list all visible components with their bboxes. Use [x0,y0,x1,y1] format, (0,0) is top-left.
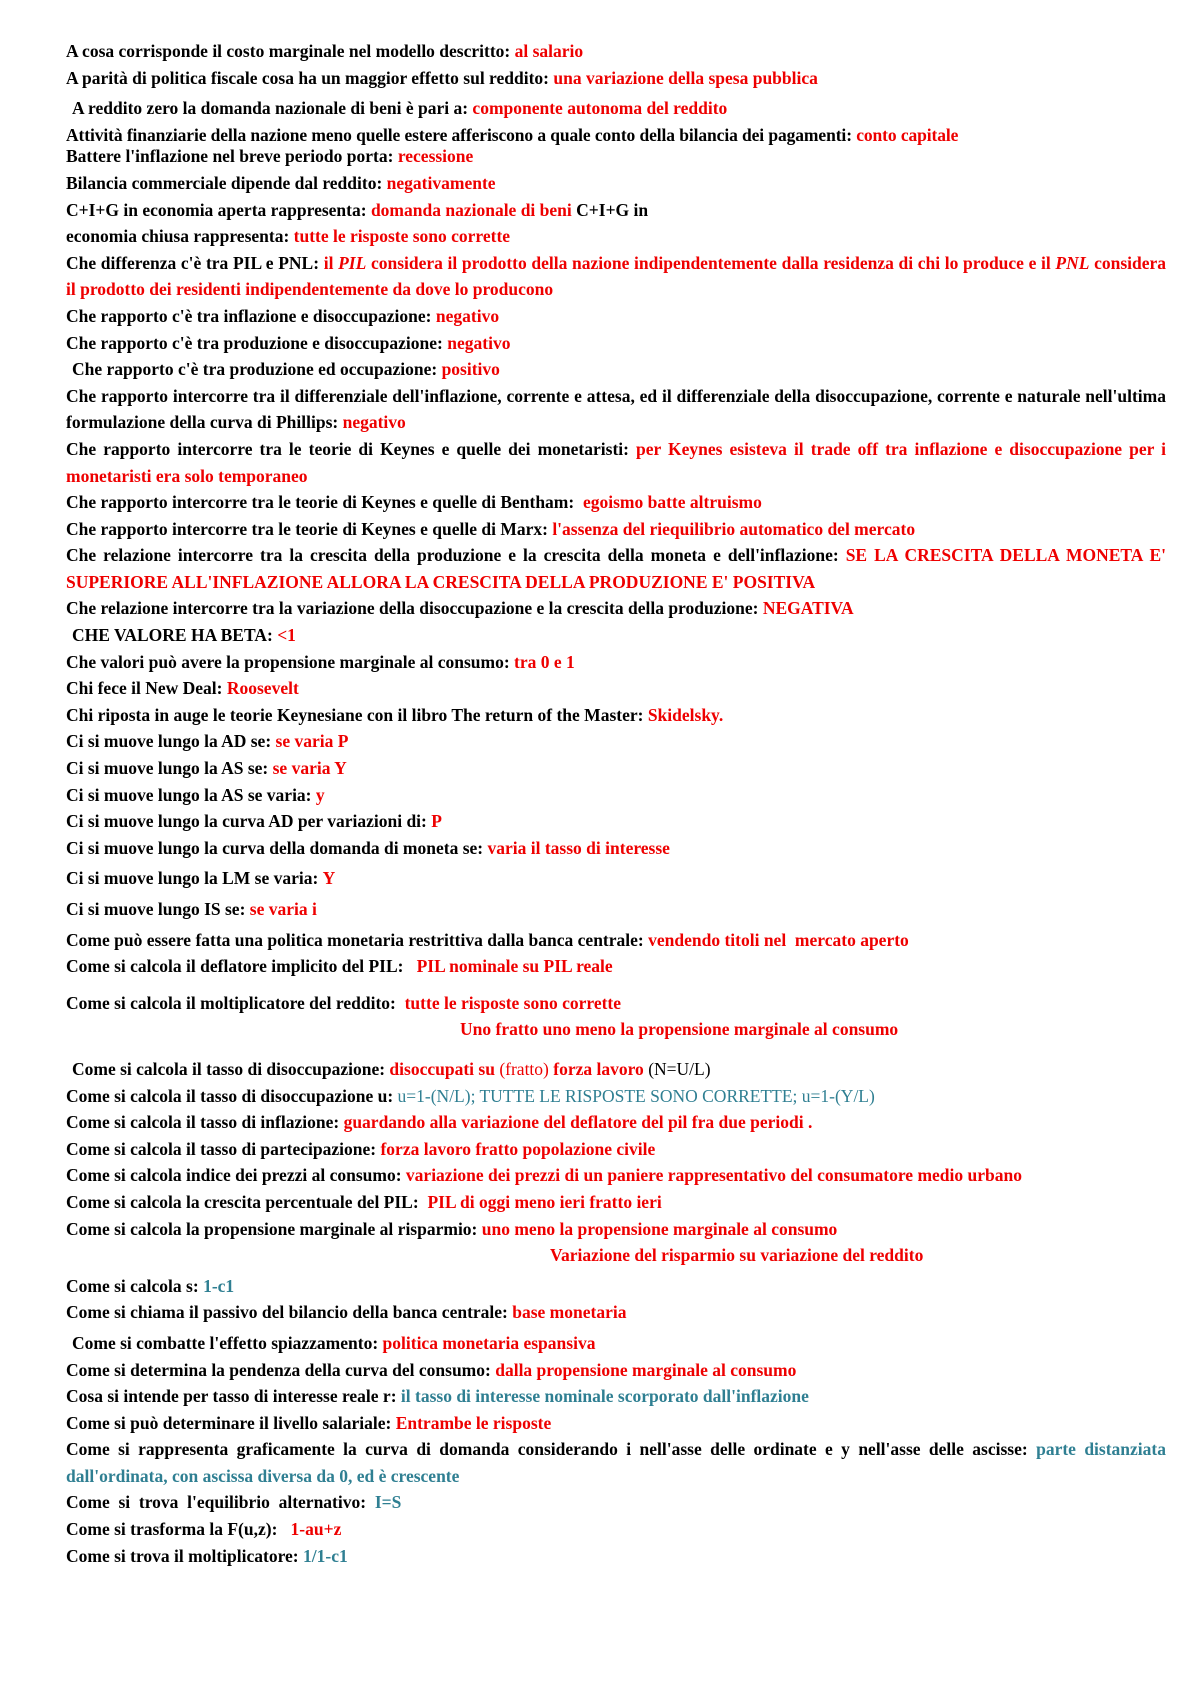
answer: 1-c1 [203,1275,235,1296]
question: Chi riposta in auge le teorie Keynesiane con il libro The return of the Master: [66,704,644,725]
qa-row [66,1136,1166,1163]
qa-row [66,728,1166,755]
qa-row [66,1357,1166,1384]
answer: positivo [441,359,500,380]
qa-row [66,1109,1166,1136]
question: Che rapporto intercorre tra le teorie di Keynes e quelle dei monetaristi: [66,438,629,459]
qa-row [66,990,1166,1017]
qa-row [66,782,1166,809]
answer: Y [322,868,336,889]
question: Come può essere fatta una politica monetaria restrittiva dalla banca centrale: [66,929,644,950]
answer: guardando alla variazione del deflatore del pil fra due periodi . [343,1112,813,1133]
qa-row [66,1189,1166,1216]
answer: negativo [342,412,406,433]
answer: domanda nazionale di beni [370,199,572,220]
qa-row [66,835,1166,862]
question: Come si calcola il tasso di inflazione: [66,1112,340,1133]
answer: l'assenza del riequilibrio automatico del mercato [552,518,916,539]
answer: varia il tasso di interesse [487,837,670,858]
qa-row [66,1489,1166,1516]
question: Come si determina la pendenza della curva del consumo: [66,1359,491,1380]
question: Come si calcola il tasso di disoccupazione u: [66,1085,394,1106]
question: economia chiusa rappresenta: [66,226,290,247]
question: Come si calcola indice dei prezzi al consumo: [66,1165,402,1186]
question: Come si combatte l'effetto spiazzamento: [72,1332,379,1353]
answer: base monetaria [512,1302,627,1323]
answer: 1-au+z [290,1519,342,1540]
answer: tutte le risposte sono corrette [404,992,622,1013]
answer: produce e il [963,252,1051,273]
qa-row [66,330,1166,357]
answer: tutte le risposte sono corrette [293,226,511,247]
question: Che rapporto intercorre tra il differenziale dell'inflazione, corrente e attesa, ed il differenziale della disoccupazione, corrente e naturale nell'ultima formulazione della curva di Phillips: [66,385,1166,433]
question: C+I+G in economia aperta rappresenta: [66,199,367,220]
answer: Uno fratto uno meno la propensione marginale al consumo [460,1019,899,1040]
question: Che rapporto intercorre tra le teorie di Keynes e quelle di Marx: [66,518,548,539]
qa-row [66,1162,1166,1189]
question: Come si può determinare il livello salariale: [66,1412,392,1433]
answer: PIL di oggi meno ieri fratto ieri [427,1191,662,1212]
question: Ci si muove lungo IS se: [66,899,246,919]
question: Attività finanziarie della nazione meno quelle estere afferiscono a quale conto della bilancia dei pagamenti: [66,124,852,145]
qa-row [66,1330,1166,1357]
question: CHE VALORE HA BETA: [72,625,273,646]
question: Come si calcola il moltiplicatore del reddito: [66,992,396,1013]
document-body [66,38,1166,1569]
qa-row [66,865,1166,892]
qa-row [66,1216,1166,1243]
answer: uno meno la propensione marginale al consumo [481,1218,838,1239]
qa-row [66,542,1166,595]
qa-row [66,675,1166,702]
answer: recessione [397,146,474,167]
question: A cosa corrisponde il costo marginale nel modello descritto: [66,41,511,61]
qa-row [66,197,1166,224]
question: Che differenza c'è tra PIL e PNL: [66,252,320,273]
qa-row [66,170,1166,197]
answer: P [431,811,442,832]
answer: disoccupati su [389,1058,495,1079]
question: A parità di politica fiscale cosa ha un maggior effetto sul reddito: [66,67,550,88]
answer: negativo [447,332,511,353]
answer: politica monetaria espansiva [382,1332,596,1353]
question: A reddito zero la domanda nazionale di beni è pari a: [72,98,469,119]
answer: considera il prodotto dei residenti indipendentemente da dove lo producono [66,252,1167,300]
question: Ci si muove lungo la curva AD per variazioni di: [66,811,427,832]
qa-row [66,649,1166,676]
question: Come si trasforma la F(u,z): [66,1519,278,1540]
qa-row [66,65,1166,92]
question: Come si calcola il tasso di disoccupazione: [72,1058,386,1079]
question: Che rapporto c'è tra inflazione e disoccupazione: [66,305,432,326]
qa-row [66,383,1166,436]
answer: negativamente [386,172,496,193]
qa-row [66,622,1166,649]
question: Chi fece il New Deal: [66,678,223,699]
question: Come si calcola s: [66,1275,199,1296]
answer: se varia P [275,731,349,752]
answer: y [315,784,325,805]
qa-row [66,489,1166,516]
qa-row [66,1083,1166,1110]
question: Come si calcola la propensione marginale al risparmio: [66,1218,478,1239]
answer: se varia i [249,899,317,919]
qa-row [66,953,1166,980]
question: Come si trova l'equilibrio alternativo: [66,1492,367,1513]
answer: conto capitale [856,124,959,145]
answer: u=1-(N/L); TUTTE LE RISPOSTE SONO CORRETTE; u=1-(Y/L) [397,1085,875,1106]
answer: tra 0 e 1 [514,651,575,672]
answer: egoismo batte altruismo [582,492,762,513]
answer: parte distanziata dall'ordinata, con ascissa diversa da 0, ed è crescente [66,1439,1166,1486]
answer: al salario [514,41,584,61]
answer: SE LA CRESCITA DELLA MONETA E' SUPERIORE ALL'INFLAZIONE ALLORA LA CRESCITA DELLA PRODUZIONE E' POSITIVA [66,545,1166,592]
qa-row [66,303,1166,330]
qa-row [66,1516,1166,1543]
answer: NEGATIVA [762,598,854,619]
answer: componente autonoma del reddito [472,98,728,119]
answer: Entrambe le risposte [395,1412,552,1433]
answer: Roosevelt [226,678,299,699]
qa-row [66,38,1166,65]
answer: 1/1-c1 [303,1545,348,1566]
question: Come si calcola il tasso di partecipazione: [66,1138,377,1159]
answer: negativo [435,305,500,326]
answer: considera il prodotto della nazione indipendentemente dalla residenza di chi lo [370,252,959,273]
qa-row [66,95,1166,122]
qa-row [66,927,1166,954]
qa-row [66,1383,1166,1410]
answer-term: PIL [338,252,367,273]
qa-row [66,436,1166,489]
answer: forza lavoro [553,1058,644,1079]
qa-row [66,755,1166,782]
question: Che rapporto c'è tra produzione ed occupazione: [72,359,438,380]
question: Ci si muove lungo la LM se varia: [66,868,319,889]
answer: <1 [277,625,296,646]
formula: (N=U/L) [648,1058,711,1079]
question-continued: C+I+G in [576,199,649,220]
qa-row [66,1436,1166,1489]
answer-term: PNL [1055,252,1090,273]
question: Che relazione intercorre tra la crescita della produzione e la crescita della moneta e dell'inflazione: [66,545,839,566]
answer: Skidelsky. [647,704,724,725]
qa-row [66,808,1166,835]
qa-row [66,1410,1166,1437]
answer: per Keynes esisteva il trade off tra inflazione e disoccupazione per i monetaristi era solo temporaneo [66,438,1167,486]
qa-row [66,250,1166,303]
qa-row [66,1273,1166,1300]
qa-row [66,595,1166,622]
question: Come si rappresenta graficamente la curva di domanda considerando i nell'asse delle ordinate e y nell'asse delle ascisse: [66,1439,1028,1460]
qa-row [66,896,1166,923]
qa-row-continued [66,1016,1166,1043]
answer: variazione dei prezzi di un paniere rappresentativo del consumatore medio urbano [405,1165,1022,1186]
question: Che relazione intercorre tra la variazione della disoccupazione e la crescita della produzione: [66,598,759,619]
qa-row [66,1056,1166,1083]
question: Che rapporto intercorre tra le teorie di Keynes e quelle di Bentham: [66,492,575,513]
question: Cosa si intende per tasso di interesse reale r: [66,1386,397,1407]
question: Come si trova il moltiplicatore: [66,1545,299,1566]
answer: Variazione del risparmio su variazione del reddito [550,1245,924,1266]
question: Che rapporto c'è tra produzione e disoccupazione: [66,332,443,353]
question: Che valori può avere la propensione marginale al consumo: [66,651,510,672]
qa-row [66,702,1166,729]
question: Battere l'inflazione nel breve periodo porta: [66,146,394,167]
qa-row-continued [66,1242,1166,1269]
answer: dalla propensione marginale al consumo [495,1359,797,1380]
question: Ci si muove lungo la AS se varia: [66,784,312,805]
answer: PIL nominale su PIL reale [416,956,613,977]
answer-note: (fratto) [499,1058,549,1079]
qa-row [66,516,1166,543]
qa-row [66,1299,1166,1326]
answer: forza lavoro fratto popolazione civile [380,1138,656,1159]
question: Ci si muove lungo la curva della domanda di moneta se: [66,837,484,858]
question: Ci si muove lungo la AD se: [66,731,272,752]
answer: vendendo titoli nel mercato aperto [648,929,909,950]
question: Come si calcola il deflatore implicito del PIL: [66,956,404,977]
question: Ci si muove lungo la AS se: [66,758,269,779]
qa-row [66,1543,1166,1570]
answer: se varia Y [272,758,347,779]
qa-row [66,356,1166,383]
qa-row [66,223,1166,250]
answer: una variazione della spesa pubblica [553,67,818,88]
answer: il tasso di interesse nominale scorporato dall'inflazione [400,1386,809,1407]
question: Bilancia commerciale dipende dal reddito: [66,172,383,193]
answer: I=S [374,1492,402,1513]
question: Come si calcola la crescita percentuale del PIL: [66,1191,419,1212]
answer: il [323,252,334,273]
question: Come si chiama il passivo del bilancio della banca centrale: [66,1302,508,1323]
